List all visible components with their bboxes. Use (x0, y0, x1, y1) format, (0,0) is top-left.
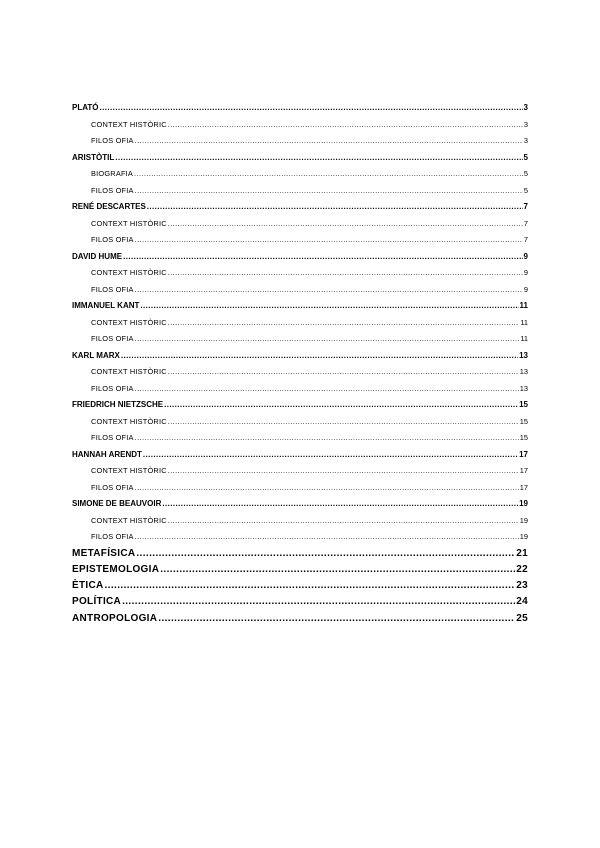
toc-entry-page: 24 (516, 596, 528, 608)
toc-entry-title: CONTEXT HISTÒRIC (91, 268, 167, 277)
toc-section[interactable] (72, 578, 528, 594)
toc-subentry[interactable] (72, 315, 528, 332)
toc-entry-page: 7 (523, 202, 528, 211)
toc-entry-title: METAFÍSICA (72, 547, 136, 559)
dot-leader (164, 397, 518, 414)
toc-entry-title: FILOS OFIA (91, 532, 134, 541)
dot-leader (135, 183, 523, 200)
toc-entry-page: 9 (523, 268, 528, 277)
dot-leader (168, 463, 519, 480)
toc-entry-page: 17 (519, 466, 528, 475)
toc-entry-title: ANTROPOLOGIA (72, 612, 158, 624)
toc-subentry[interactable] (72, 216, 528, 233)
toc-entry-title: ARISTÒTIL (72, 152, 115, 162)
toc-entry-title: FILOS OFIA (91, 136, 134, 145)
toc-subentry[interactable] (72, 265, 528, 282)
dot-leader (162, 496, 518, 513)
dot-leader (168, 117, 523, 134)
toc-entry[interactable] (72, 496, 528, 513)
toc-entry-title: SIMONE DE BEAUVOIR (72, 499, 162, 508)
toc-entry-title: EPISTEMOLOGIA (72, 563, 160, 575)
toc-subentry[interactable] (72, 513, 528, 530)
toc-entry[interactable] (72, 397, 528, 414)
toc-section[interactable] (72, 594, 528, 610)
toc-entry-title: CONTEXT HISTÒRIC (91, 218, 167, 228)
toc-entry-title: KARL MARX (72, 350, 120, 360)
dot-leader (105, 578, 516, 594)
toc-entry-page: 25 (516, 612, 528, 624)
dot-leader (135, 480, 519, 497)
toc-subentry[interactable] (72, 183, 528, 200)
toc-subentry[interactable] (72, 232, 528, 249)
dot-leader (168, 265, 523, 282)
dot-leader (135, 430, 519, 447)
dot-leader (135, 529, 519, 546)
toc-entry-title: FILOS OFIA (91, 185, 134, 195)
dot-leader (143, 447, 518, 464)
toc-entry-page: 11 (519, 301, 528, 310)
toc-subentry[interactable] (72, 381, 528, 398)
toc-entry-page: 3 (523, 119, 528, 129)
toc-entry-page: 17 (519, 449, 528, 459)
dot-leader (160, 562, 515, 578)
dot-leader (135, 381, 519, 398)
dot-leader (136, 546, 515, 562)
toc-entry-page: 21 (516, 547, 528, 559)
toc-entry-title: CONTEXT HISTÒRIC (91, 466, 167, 475)
toc-entry-page: 19 (519, 499, 528, 508)
toc-entry-title: PLATÓ (72, 103, 99, 112)
toc-entry-page: 5 (523, 185, 528, 195)
toc-entry-title: CONTEXT HISTÒRIC (91, 416, 167, 426)
toc-subentry[interactable] (72, 282, 528, 299)
toc-entry-page: 7 (523, 218, 528, 228)
toc-entry-page: 13 (519, 367, 528, 376)
toc-entry-page: 7 (523, 235, 528, 244)
toc-entry[interactable] (72, 447, 528, 464)
toc-entry-page: 19 (519, 515, 528, 525)
toc-subentry[interactable] (72, 430, 528, 447)
toc-entry-page: 15 (519, 400, 528, 409)
dot-leader (158, 611, 515, 627)
toc-entry-page: 9 (523, 284, 528, 294)
dot-leader (135, 232, 523, 249)
dot-leader (123, 249, 522, 266)
table-of-contents (72, 100, 528, 627)
toc-entry-page: 5 (523, 169, 528, 178)
toc-entry-page: 9 (523, 251, 528, 261)
toc-entry-title: IMMANUEL KANT (72, 301, 140, 310)
toc-subentry[interactable] (72, 133, 528, 150)
dot-leader (168, 513, 519, 530)
toc-entry-title: FRIEDRICH NIETZSCHE (72, 400, 164, 409)
toc-entry-title: CONTEXT HISTÒRIC (91, 317, 167, 327)
toc-entry[interactable] (72, 249, 528, 266)
toc-entry-page: 11 (520, 334, 528, 343)
toc-entry-title: BIOGRAFIA (91, 169, 134, 178)
toc-subentry[interactable] (72, 117, 528, 134)
dot-leader (122, 594, 515, 610)
toc-entry[interactable] (72, 298, 528, 315)
toc-entry-title: FILOS OFIA (91, 482, 134, 492)
toc-entry-title: FILOS OFIA (91, 334, 134, 343)
toc-section[interactable] (72, 611, 528, 627)
dot-leader (115, 150, 522, 167)
dot-leader (135, 331, 520, 348)
toc-entry-page: 5 (523, 152, 528, 162)
toc-entry-page: 15 (519, 433, 528, 442)
dot-leader (100, 100, 523, 117)
dot-leader (121, 348, 518, 365)
toc-subentry[interactable] (72, 166, 528, 183)
toc-subentry[interactable] (72, 480, 528, 497)
toc-subentry[interactable] (72, 414, 528, 431)
dot-leader (168, 414, 519, 431)
toc-entry-title: FILOS OFIA (91, 433, 134, 442)
dot-leader (168, 315, 520, 332)
dot-leader (135, 133, 523, 150)
toc-entry[interactable] (72, 150, 528, 167)
toc-entry-page: 3 (523, 103, 528, 112)
dot-leader (134, 166, 523, 183)
toc-entry-page: 22 (516, 563, 528, 575)
toc-entry-title: ÈTICA (72, 580, 104, 592)
toc-entry-page: 3 (523, 136, 528, 145)
toc-entry-title: FILOS OFIA (91, 284, 134, 294)
dot-leader (135, 282, 523, 299)
toc-subentry[interactable] (72, 529, 528, 546)
toc-entry-title: FILOS OFIA (91, 235, 134, 244)
toc-entry-title: DAVID HUME (72, 251, 123, 261)
dot-leader (147, 199, 523, 216)
toc-entry-title: CONTEXT HISTÒRIC (91, 119, 167, 129)
toc-entry-title: CONTEXT HISTÒRIC (91, 515, 167, 525)
toc-section[interactable] (72, 562, 528, 578)
toc-subentry[interactable] (72, 463, 528, 480)
toc-entry-title: CONTEXT HISTÒRIC (91, 367, 167, 376)
toc-subentry[interactable] (72, 331, 528, 348)
dot-leader (140, 298, 518, 315)
toc-entry-page: 11 (520, 317, 528, 327)
toc-entry-title: FILOS OFIA (91, 383, 134, 393)
toc-entry[interactable] (72, 100, 528, 117)
toc-entry-page: 13 (519, 350, 528, 360)
toc-entry[interactable] (72, 199, 528, 216)
dot-leader (168, 364, 519, 381)
toc-entry-page: 23 (516, 580, 528, 592)
toc-section[interactable] (72, 546, 528, 562)
toc-entry[interactable] (72, 348, 528, 365)
toc-entry-page: 19 (519, 532, 528, 541)
toc-entry-title: HANNAH ARENDT (72, 449, 142, 459)
toc-entry-page: 17 (519, 482, 528, 492)
dot-leader (168, 216, 523, 233)
toc-subentry[interactable] (72, 364, 528, 381)
toc-entry-title: POLÍTICA (72, 596, 122, 608)
toc-entry-title: RENÉ DESCARTES (72, 202, 146, 211)
toc-entry-page: 13 (519, 383, 528, 393)
toc-entry-page: 15 (519, 416, 528, 426)
